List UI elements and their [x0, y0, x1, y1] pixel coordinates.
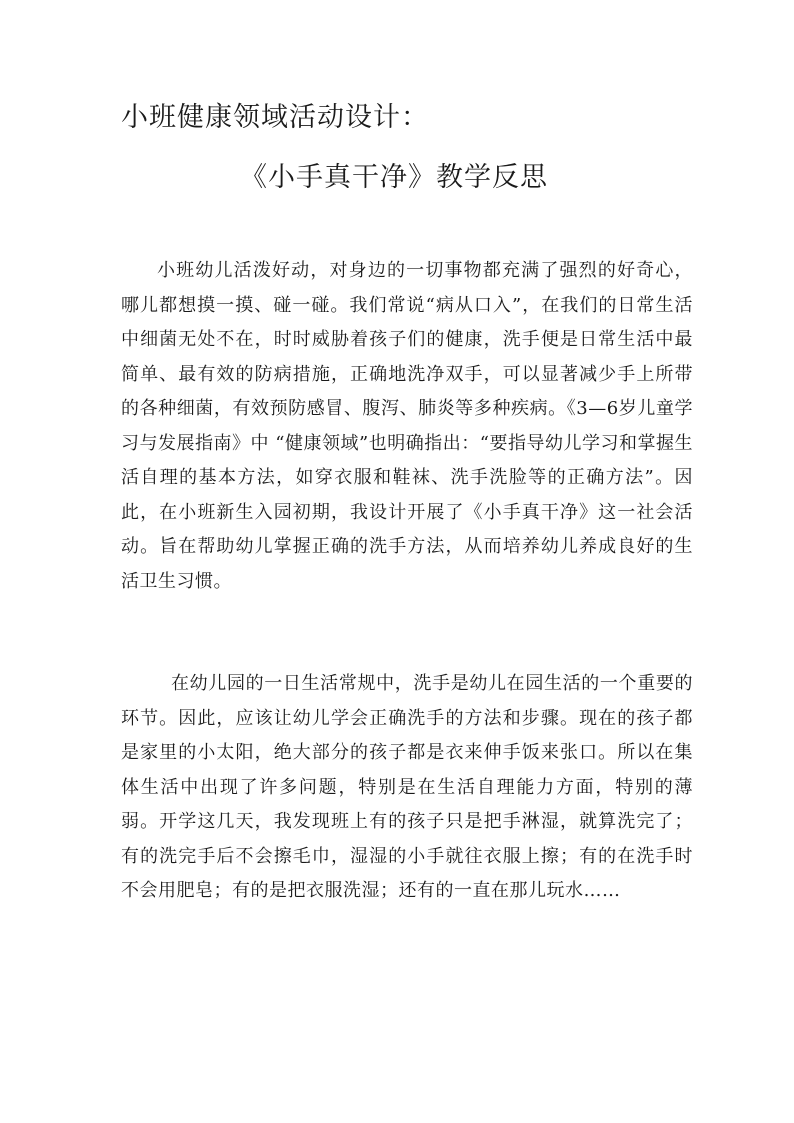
body-paragraph-2: 在幼儿园的一日生活常规中，洗手是幼儿在园生活的一个重要的环节。因此，应该让幼儿学会正确洗手的方法和步骤。现在的孩子都是家里的小太阳，绝大部分的孩子都是衣来伸手饭来张口。所以在集体生活中出现了许多问题，特别是在生活自理能力方面，特别的薄弱。开学这几天，我发现班上有的孩子只是把手淋湿，就算洗完了；有的洗完手后不会擦毛巾，湿湿的小手就往衣服上擦；有的在洗手时不会用肥皂；有的是把衣服洗湿；还有的一直在那儿玩水…… — [121, 673, 693, 901]
body-paragraph-1: 小班幼儿活泼好动，对身边的一切事物都充满了强烈的好奇心，哪儿都想摸一摸、碰一碰。我们常说“病从口入”，在我们的日常生活中细菌无处不在，时时威胁着孩子们的健康，洗手便是日常生活中最简单、最有效的防病措施，正确地洗净双手，可以显著减少手上所带的各种细菌，有效预防感冒、腹泻、肺炎等多种疾病。《3—6岁儿童学习与发展指南》中 “健康领域”也明确指出：“要指导幼儿学习和掌握生活自理的基本方法，如穿衣服和鞋袜、洗手洗脸等的正确方法”。因此，在小班新生入园初期，我设计开展了《小手真干净》这一社会活动。旨在帮助幼儿掌握正确的洗手方法，从而培养幼儿养成良好的生活卫生习惯。 — [121, 260, 693, 592]
document-title-line-1: 小班健康领域活动设计： — [121, 102, 429, 133]
document-title-line-2: 《小手真干净》教学反思 — [240, 162, 548, 193]
